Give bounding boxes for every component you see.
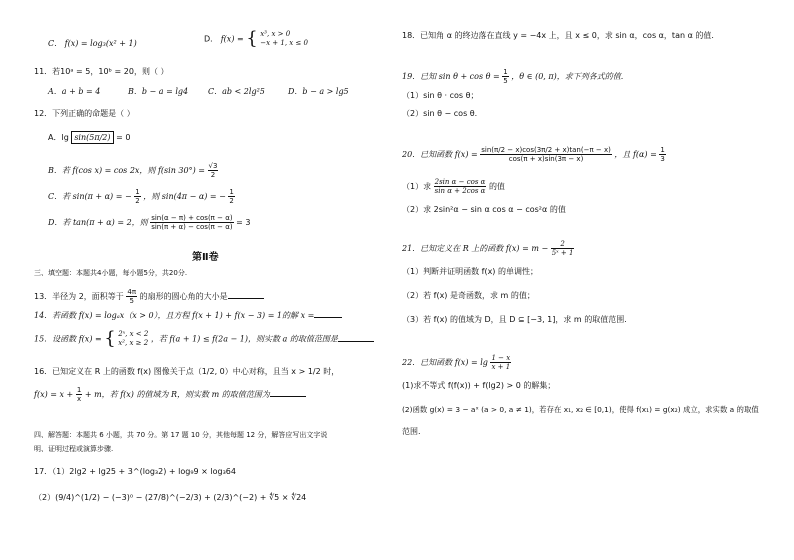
q21-part1: （1）判断并证明函数 f(x) 的单调性； <box>402 267 538 276</box>
q12-option-a: A．lg sin(5π/2) = 0 <box>48 133 131 142</box>
q14: 14．若函数 f(x) = logₐx（x > 0），且方程 f(x + 1) + f(x − 3) = 1的解 x = <box>34 309 342 321</box>
q20-part1: （1）求 $\frac{\text{2sin α − cos α}}{\text{sin α + 2cos α}}$ 的值 <box>402 178 505 195</box>
q21-stem: 21．已知定义在 R 上的函数 f(x) = m − $\frac{2}{\text{5ˣ + 1}}$ <box>402 240 574 257</box>
q11-stem: 11．若10ᵃ = 5，10ᵇ = 20，则（ ） <box>34 67 169 76</box>
q11-option-a: A．a + b = 4 <box>48 87 101 96</box>
q17-part2: （2）(9/4)^(1/2) − (−3)⁰ − (27/8)^(−2/3) + (2/3)^(−2) + ∜5 × ∜24 <box>34 493 307 502</box>
q18: 18．已知角 α 的终边落在直线 y = −4x 上，且 x ≤ 0，求 sin α，cos α，tan α 的值. <box>402 31 714 40</box>
part4-heading-2: 明、证明过程或演算步骤. <box>34 445 114 453</box>
q22-part1: (1)求不等式 f(f(x)) + f(lg2) > 0 的解集； <box>402 381 556 390</box>
q12-option-b: B．若 f(cos x) = cos 2x，则 f(sin 30°) = $\frac{√3}{2}$ <box>48 162 218 179</box>
q22-stem: 22．已知函数 f(x) = lg $\frac{1 - x}{x + 1}$ <box>402 354 511 371</box>
q17-part1: 17．（1）2lg2 + lg25 + 3^(log₃2) + log₉9 × log₃64 <box>34 467 236 476</box>
q16-line1: 16．已知定义在 R 上的函数 f(x) 图像关于点（1/2, 0）中心对称，且当 x > 1/2 时， <box>34 367 340 376</box>
part3-heading: 三、填空题：本题共4小题，每小题5分，共20分. <box>34 269 188 277</box>
q12-option-c: C．若 sin(π + α) = − $\frac{1}{2}$ ，则 sin(4π − α) = − $\frac{1}{2}$ <box>48 188 234 205</box>
q10-option-c: C． f(x) = log₃(x² + 1) <box>48 39 137 48</box>
part4-heading: 四、解答题：本题共 6 小题，共 70 分。第 17 题 10 分，其他每题 12 分，解答应写出文字说 <box>34 431 328 439</box>
q21-part2: （2）若 f(x) 是奇函数，求 m 的值； <box>402 291 535 300</box>
q22-part2-cont: 范围. <box>402 427 421 436</box>
q15: 15．设函数 f(x) = { 2ˣ, x < 2 x², x ≥ 2 ，若 f(a + 1) ≤ f(2a − 1)，则实数 a 的取值范围是 <box>34 330 374 348</box>
q22-part2: (2)函数 g(x) = 3 − aˣ (a > 0, a ≠ 1)，若存在 x₁, x₂ ∈ [0,1)，使得 f(x₁) = g(x₂) 成立，求实数 a 的取值 <box>402 405 759 414</box>
q12-option-d: D．若 tan(π + α) = 2，则 $\frac{\sin(\alpha - \pi) + \cos(\pi - \alpha)}{\sin(\pi + \alpha) - \cos(\pi - \alpha)}$ = 3 <box>48 214 251 231</box>
q12-stem: 12．下列正确的命题是（ ） <box>34 109 135 118</box>
part2-title: 第Ⅱ卷 <box>192 252 219 263</box>
q21-part3: （3）若 f(x) 的值域为 D，且 D ⊆ [−3, 1]，求 m 的取值范围. <box>402 315 627 324</box>
q16-line2: f(x) = x + $\frac{1}{x}$ + m，若 f(x) 的值域为 R，则实数 m 的取值范围为 <box>34 386 306 403</box>
q10-option-d: D． f(x) = { x³, x > 0 −x + 1, x ≤ 0 <box>204 28 308 49</box>
q19-part1: （1）sin θ · cos θ； <box>402 91 479 100</box>
q20-part2: （2）求 2sin²α − sin α cos α − cos²α 的值 <box>402 205 566 214</box>
q11-option-b: B．b − a = lg4 <box>128 87 189 96</box>
q11-option-d: D．b − a > lg5 <box>288 87 349 96</box>
q19-part2: （2）sin θ − cos θ. <box>402 109 478 118</box>
q19-stem: 19．已知 sin θ + cos θ = $\frac{1}{5}$ ，θ ∈ (0, π)，求下列各式的值. <box>402 68 624 85</box>
q20-stem: 20．已知函数 f(x) = $\frac{\sin(\pi/2 - x)\cos(3\pi/2 + x)\tan(-\pi - x)}{\cos(\pi + x)\sin(3\pi - x)}$ ，且 f(α) = $\frac{1}{3}$ <box>402 146 665 163</box>
q13: 13．半径为 2，面积等于 $\frac{4\pi}{5}$ 的扇形的圆心角的大小是 <box>34 288 264 305</box>
q11-option-c: C．ab < 2lg²5 <box>208 87 265 96</box>
